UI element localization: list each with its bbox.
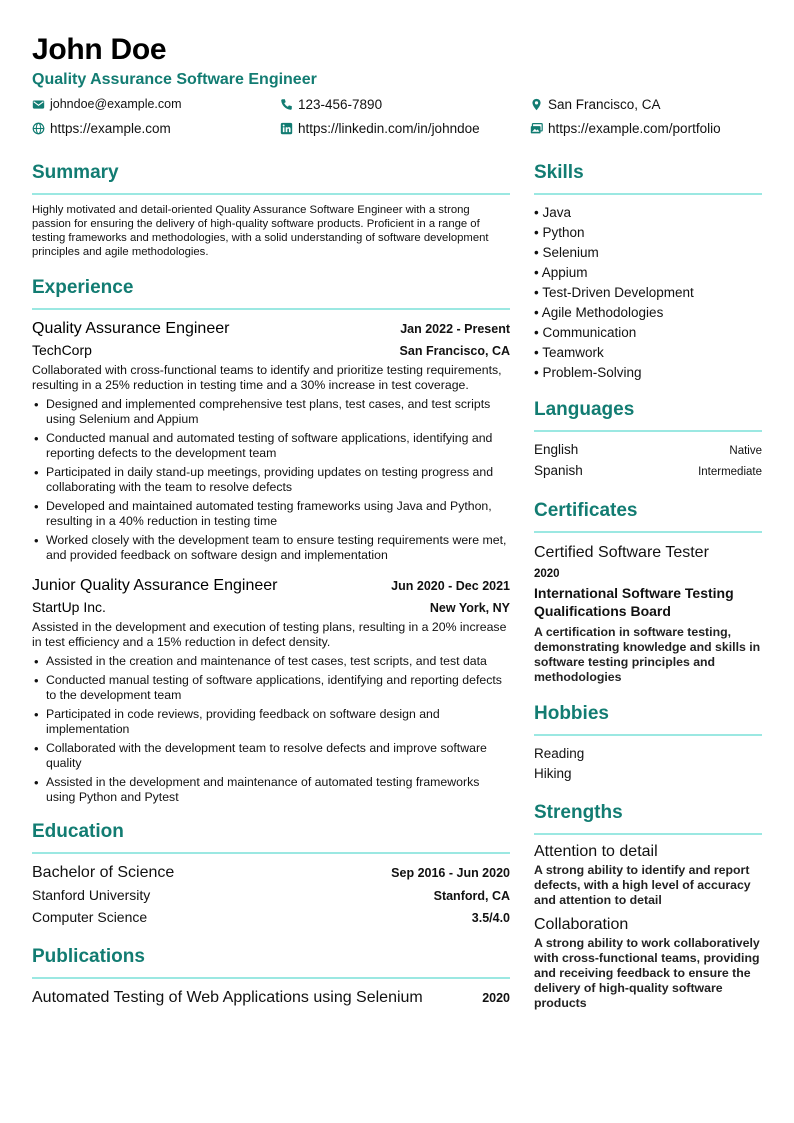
language-level: Native <box>729 445 762 457</box>
language-entry <box>534 440 762 461</box>
publication-title: Automated Testing of Web Applications using Selenium <box>32 989 423 1006</box>
skill-item: • Selenium <box>534 245 599 260</box>
summary-heading: Summary <box>32 162 119 183</box>
strength-description: A strong ability to work collaboratively with cross-functional teams, providing and receiving feedback to ensure the delivery of high-quality software products <box>534 936 760 1010</box>
summary-section <box>32 160 510 259</box>
section-divider <box>534 430 762 432</box>
school-name: Stanford University <box>32 887 151 903</box>
skill-item: • Agile Methodologies <box>534 305 664 320</box>
hobby-item: Hiking <box>534 766 572 781</box>
skill-label: Java <box>542 205 572 220</box>
school-location: Stanford, CA <box>433 889 510 903</box>
skills-section <box>534 160 762 383</box>
resume-header <box>32 32 762 91</box>
education-section <box>32 819 510 928</box>
list-item: • Worked closely with the development team to ensure testing requirements were met, and provided feedback on software design and implementation <box>32 533 510 563</box>
skill-item: • Problem-Solving <box>534 365 642 380</box>
field-of-study: Computer Science <box>32 909 148 925</box>
languages-heading: Languages <box>534 399 635 420</box>
hobbies-section <box>534 701 762 784</box>
job-location: New York, NY <box>429 601 510 615</box>
job-date: Jun 2020 - Dec 2021 <box>391 579 510 593</box>
list-item: • Developed and maintained automated testing frameworks using Java and Python, resulting in a 40% reduction in testing time <box>32 499 510 529</box>
section-divider <box>32 308 510 310</box>
skill-label: Agile Methodologies <box>541 305 664 320</box>
strength-description: A strong ability to identify and report defects, with a high level of accuracy and attention to detail <box>534 863 751 907</box>
contact-location <box>530 96 762 112</box>
email-icon <box>32 98 45 111</box>
education-date: Sep 2016 - Jun 2020 <box>391 866 510 880</box>
contact-portfolio[interactable] <box>530 120 762 136</box>
job-title: Quality Assurance Engineer <box>32 320 230 337</box>
languages-section <box>534 397 762 482</box>
publication-entry <box>32 987 510 1009</box>
skill-item: • Java <box>534 205 572 220</box>
list-item: • Collaborated with the development team to resolve defects and improve software quality <box>32 741 510 771</box>
skill-item: • Communication <box>534 325 637 340</box>
experience-heading: Experience <box>32 277 134 298</box>
contact-location-text: San Francisco, CA <box>548 96 661 112</box>
education-heading: Education <box>32 821 124 842</box>
publications-section <box>32 944 510 1009</box>
gpa: 3.5/4.0 <box>471 911 510 925</box>
contact-linkedin-text: https://linkedin.com/in/johndoe <box>298 120 480 136</box>
skill-label: Problem-Solving <box>542 365 642 380</box>
strengths-section <box>534 800 762 1011</box>
certificate-title: Certified Software Tester <box>534 544 709 561</box>
experience-entry <box>32 318 510 563</box>
experience-section <box>32 275 510 805</box>
section-divider <box>534 531 762 533</box>
list-item: • Designed and implemented comprehensive test plans, test cases, and test scripts using Selenium and Appium <box>32 397 510 427</box>
skill-label: Teamwork <box>542 345 604 360</box>
skills-heading: Skills <box>534 162 584 183</box>
list-item: • Assisted in the development and maintenance of automated testing frameworks using Python and Pytest <box>32 775 510 805</box>
company-name: TechCorp <box>32 342 92 358</box>
main-column <box>32 160 510 1009</box>
skill-label: Communication <box>542 325 637 340</box>
contact-website[interactable] <box>32 120 280 136</box>
experience-entry <box>32 575 510 805</box>
job-bullets <box>32 397 510 563</box>
list-item: • Conducted manual and automated testing of software applications, identifying and reporting defects to the development team <box>32 431 510 461</box>
list-item: • Participated in code reviews, providing feedback on software design and implementation <box>32 707 510 737</box>
hobby-item: Reading <box>534 746 585 761</box>
contact-list <box>32 96 762 136</box>
certificates-heading: Certificates <box>534 500 638 521</box>
section-divider <box>32 977 510 979</box>
language-entry <box>534 461 762 482</box>
skill-item: • Test-Driven Development <box>534 285 694 300</box>
skill-item: • Appium <box>534 265 588 280</box>
contact-email-text: johndoe@example.com <box>50 97 182 111</box>
linkedin-icon <box>280 122 293 135</box>
list-item: • Participated in daily stand-up meetings, providing updates on testing progress and collaborating with the team to resolve defects <box>32 465 510 495</box>
certificate-description: A certification in software testing, demonstrating knowledge and skills in software testing principles and methodologies <box>534 625 761 684</box>
portfolio-icon <box>530 122 543 135</box>
skill-label: Selenium <box>542 245 599 260</box>
section-divider <box>534 833 762 835</box>
hobbies-heading: Hobbies <box>534 703 609 724</box>
candidate-role: Quality Assurance Software Engineer <box>32 71 317 88</box>
strength-title: Attention to detail <box>534 843 658 860</box>
globe-icon <box>32 122 45 135</box>
skill-label: Appium <box>541 265 588 280</box>
certificate-year: 2020 <box>534 568 560 580</box>
publication-year: 2020 <box>482 991 510 1005</box>
job-bullets <box>32 654 510 805</box>
side-column <box>534 160 762 1011</box>
contact-portfolio-text: https://example.com/portfolio <box>548 120 721 136</box>
skill-label: Test-Driven Development <box>542 285 694 300</box>
section-divider <box>32 193 510 195</box>
language-name: Spanish <box>534 463 583 478</box>
section-divider <box>534 193 762 195</box>
list-item: • Assisted in the creation and maintenance of test cases, test scripts, and test data <box>32 654 510 669</box>
summary-text: Highly motivated and detail-oriented Quality Assurance Software Engineer with a strong passion for ensuring the delivery of high-quality software products. Proficient in a range of testing frameworks and methodologies, with a solid understanding of software development principles and agile methodologies. <box>32 204 489 258</box>
contact-email[interactable] <box>32 96 280 112</box>
job-description: Assisted in the development and execution of testing plans, resulting in a 20% increase in test efficiency and a 15% reduction in defect density. <box>32 620 507 649</box>
contact-website-text: https://example.com <box>50 120 171 136</box>
language-name: English <box>534 442 579 457</box>
skill-item: • Python <box>534 225 585 240</box>
skill-label: Python <box>542 225 585 240</box>
strength-title: Collaboration <box>534 916 629 933</box>
certificates-section <box>534 498 762 685</box>
degree: Bachelor of Science <box>32 864 175 881</box>
strengths-heading: Strengths <box>534 802 623 823</box>
location-pin-icon <box>530 98 543 111</box>
language-level: Intermediate <box>698 466 762 478</box>
section-divider <box>534 734 762 736</box>
section-divider <box>32 852 510 854</box>
job-description: Collaborated with cross-functional teams to identify and prioritize testing requirements, resulting in a 25% reduction in testing time and a 30% increase in test coverage. <box>32 363 502 392</box>
phone-icon <box>280 98 293 111</box>
certificate-issuer: International Software Testing Qualifications Board <box>534 585 734 619</box>
list-item: • Conducted manual testing of software applications, identifying and reporting defects to the development team <box>32 673 510 703</box>
contact-phone-text: 123-456-7890 <box>298 96 383 112</box>
publications-heading: Publications <box>32 946 145 967</box>
job-title: Junior Quality Assurance Engineer <box>32 577 278 594</box>
contact-linkedin[interactable] <box>280 120 530 136</box>
candidate-name: John Doe <box>32 33 167 66</box>
job-date: Jan 2022 - Present <box>400 322 510 336</box>
company-name: StartUp Inc. <box>32 599 106 615</box>
skill-item: • Teamwork <box>534 345 604 360</box>
contact-phone[interactable] <box>280 96 530 112</box>
job-location: San Francisco, CA <box>399 344 510 358</box>
